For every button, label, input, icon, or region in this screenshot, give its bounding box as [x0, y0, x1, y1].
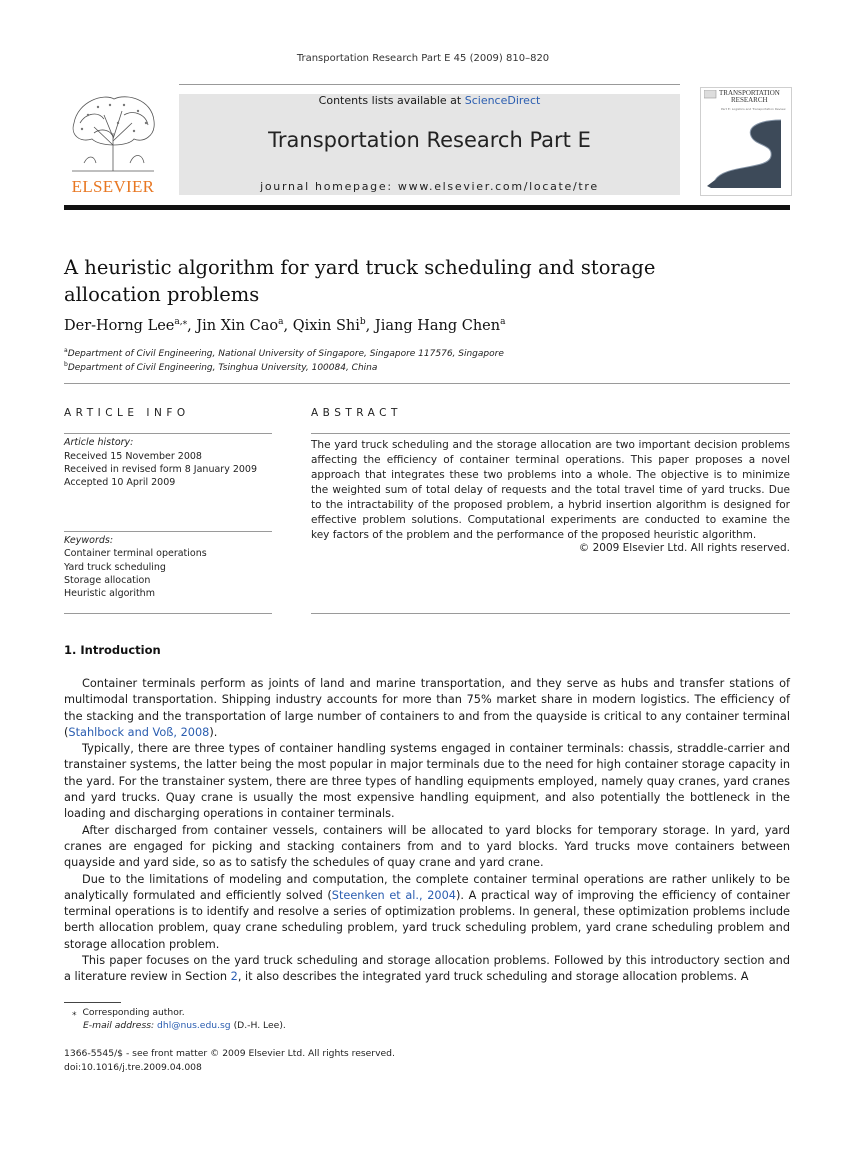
email-footnote: E-mail address: dhl@nus.edu.sg (D.-H. Lee).	[83, 1020, 286, 1031]
paragraph: Due to the limitations of modeling and computation, the complete container terminal operations are rather unlikely to be analytically formulated and efficiently solved (Steenken et al., 2004). A practical way of improving the efficiency of container terminal operations is to identify and resolve a series of optimization problems. In general, these optimization problems include berth allocation problem, quay crane scheduling problem, yard truck scheduling problem, yard crane scheduling problem and storage allocation problem.	[64, 872, 790, 951]
journal-banner	[179, 94, 680, 195]
history-label: Article history:	[64, 437, 134, 448]
cover-subtitle: Part E: Logistics and Transportation Review	[721, 107, 786, 111]
article-title	[64, 254, 764, 308]
elsevier-logo	[64, 93, 162, 197]
header-rule	[179, 84, 680, 85]
keyword: Container terminal operations	[64, 548, 207, 559]
author: Jin Xin Cao$^a$,	[196, 317, 293, 334]
author: Qixin Shi$^b$,	[292, 317, 375, 334]
road-graphic-icon	[701, 114, 791, 194]
abstract-rule	[311, 433, 790, 434]
issn-line: 1366-5545/$ - see front matter © 2009 Elsevier Ltd. All rights reserved.	[64, 1048, 395, 1059]
journal-homepage[interactable]: journal homepage: www.elsevier.com/locate/tre	[260, 180, 599, 193]
doi-line[interactable]: doi:10.1016/j.tre.2009.04.008	[64, 1062, 202, 1073]
publisher-name: ELSEVIER	[71, 177, 155, 196]
abstract-text: The yard truck scheduling and the storage allocation are two important decision problems affecting the efficiency of container terminal operations. This paper proposes a novel approach that integrates these two problems into a whole. The objective is to minimize the weighted sum of total delay of requests and the total travel time of yard trucks. Due to the intractability of the proposed problem, a hybrid insertion algorithm is designed for effective problem solutions. Computational experiments are conducted to examine the key factors of the problem and the performance of the proposed heuristic algorithm.	[311, 439, 790, 541]
contents-line	[179, 94, 680, 107]
author: Der-Horng Lee$^{a,⁎}$,	[64, 317, 197, 334]
article-title-line1: A heuristic algorithm for yard truck scheduling and storage	[64, 256, 656, 279]
keyword: Storage allocation	[64, 575, 151, 586]
paragraph: This paper focuses on the yard truck scheduling and storage allocation problems. Followed by this introductory section and a literature review in Section 2, it also describes the integrated yard truck scheduling and storage allocation problems. A	[64, 954, 790, 984]
section-divider	[64, 383, 790, 384]
contents-prefix: Contents lists available at	[318, 94, 465, 107]
affiliation: $^b$Department of Civil Engineering, Tsinghua University, 100084, China	[64, 361, 378, 373]
author: Jiang Hang Chen$^a$	[374, 317, 506, 334]
cover-title-line1: TRANSPORTATION	[719, 89, 780, 97]
body-text	[64, 676, 790, 986]
journal-title: Transportation Research Part E	[268, 128, 591, 152]
sciencedirect-link[interactable]: ScienceDirect	[464, 94, 541, 107]
info-rule	[64, 433, 272, 434]
keyword: Heuristic algorithm	[64, 588, 155, 599]
section-heading: 1. Introduction	[64, 643, 161, 657]
history-item: Accepted 10 April 2009	[64, 477, 176, 488]
section-ref-link[interactable]: 2	[230, 970, 238, 984]
abstract-copyright: © 2009 Elsevier Ltd. All rights reserved.	[578, 542, 790, 554]
info-rule	[64, 613, 272, 614]
history-item: Received in revised form 8 January 2009	[64, 464, 258, 475]
journal-cover	[700, 87, 792, 196]
email-link[interactable]: dhl@nus.edu.sg	[157, 1020, 231, 1031]
affiliation: $^a$Department of Civil Engineering, National University of Singapore, Singapore 117576, Singapore	[64, 347, 504, 359]
cover-title-line2: RESEARCH	[731, 96, 768, 104]
history-item: Received 15 November 2008	[64, 451, 202, 462]
keyword: Yard truck scheduling	[64, 562, 166, 573]
footnote-rule	[64, 1002, 121, 1003]
cover-title	[719, 90, 780, 104]
abstract-rule	[311, 613, 790, 614]
paragraph: Typically, there are three types of container handling systems engaged in container terminals: chassis, straddle-carrier and transtainer systems, the latter being the most popular in major terminals due to the need for high container storage capacity in the yard. For the transtainer system, there are three types of handling equipments employed, namely quay cranes, yard cranes and yard trucks. Quay crane is usually the most expensive handling equipment, and also potentially the bottleneck in the loading and discharging operations in container terminals.	[64, 742, 790, 821]
tree-icon	[64, 93, 162, 173]
info-rule	[64, 531, 272, 532]
citation-link[interactable]: Steenken et al., 2004	[331, 888, 456, 902]
article-title-line2: allocation problems	[64, 283, 260, 306]
article-info-heading: ARTICLE INFO	[64, 407, 190, 419]
running-head: Transportation Research Part E 45 (2009) 810–820	[296, 53, 550, 64]
paragraph: After discharged from container vessels, containers will be allocated to yard blocks for temporary storage. In yard, yard cranes are engaged for picking and stacking containers from and to yard blocks. Yard trucks move containers between quayside and yard side, so as to satisfy the schedules of quay crane and yard crane.	[64, 823, 790, 870]
paragraph: Container terminals perform as joints of land and marine transportation, and they serve as hubs and transfer stations of multimodal transportation. Shipping industry accounts for more than 75% market share in modern logistics. The efficiency of the stacking and the transportation of large number of containers to and from the quayside is critical to any container terminal (Stahlbock and Voß, 2008).	[64, 677, 790, 739]
cover-logo-icon	[704, 90, 718, 100]
keywords-label: Keywords:	[64, 535, 114, 546]
abstract-heading: ABSTRACT	[311, 407, 402, 419]
author-list	[64, 318, 505, 334]
masthead-rule	[64, 205, 790, 210]
citation-link[interactable]: Stahlbock and Voß, 2008	[68, 725, 210, 739]
corresponding-footnote: ⁎ Corresponding author.	[72, 1007, 185, 1018]
